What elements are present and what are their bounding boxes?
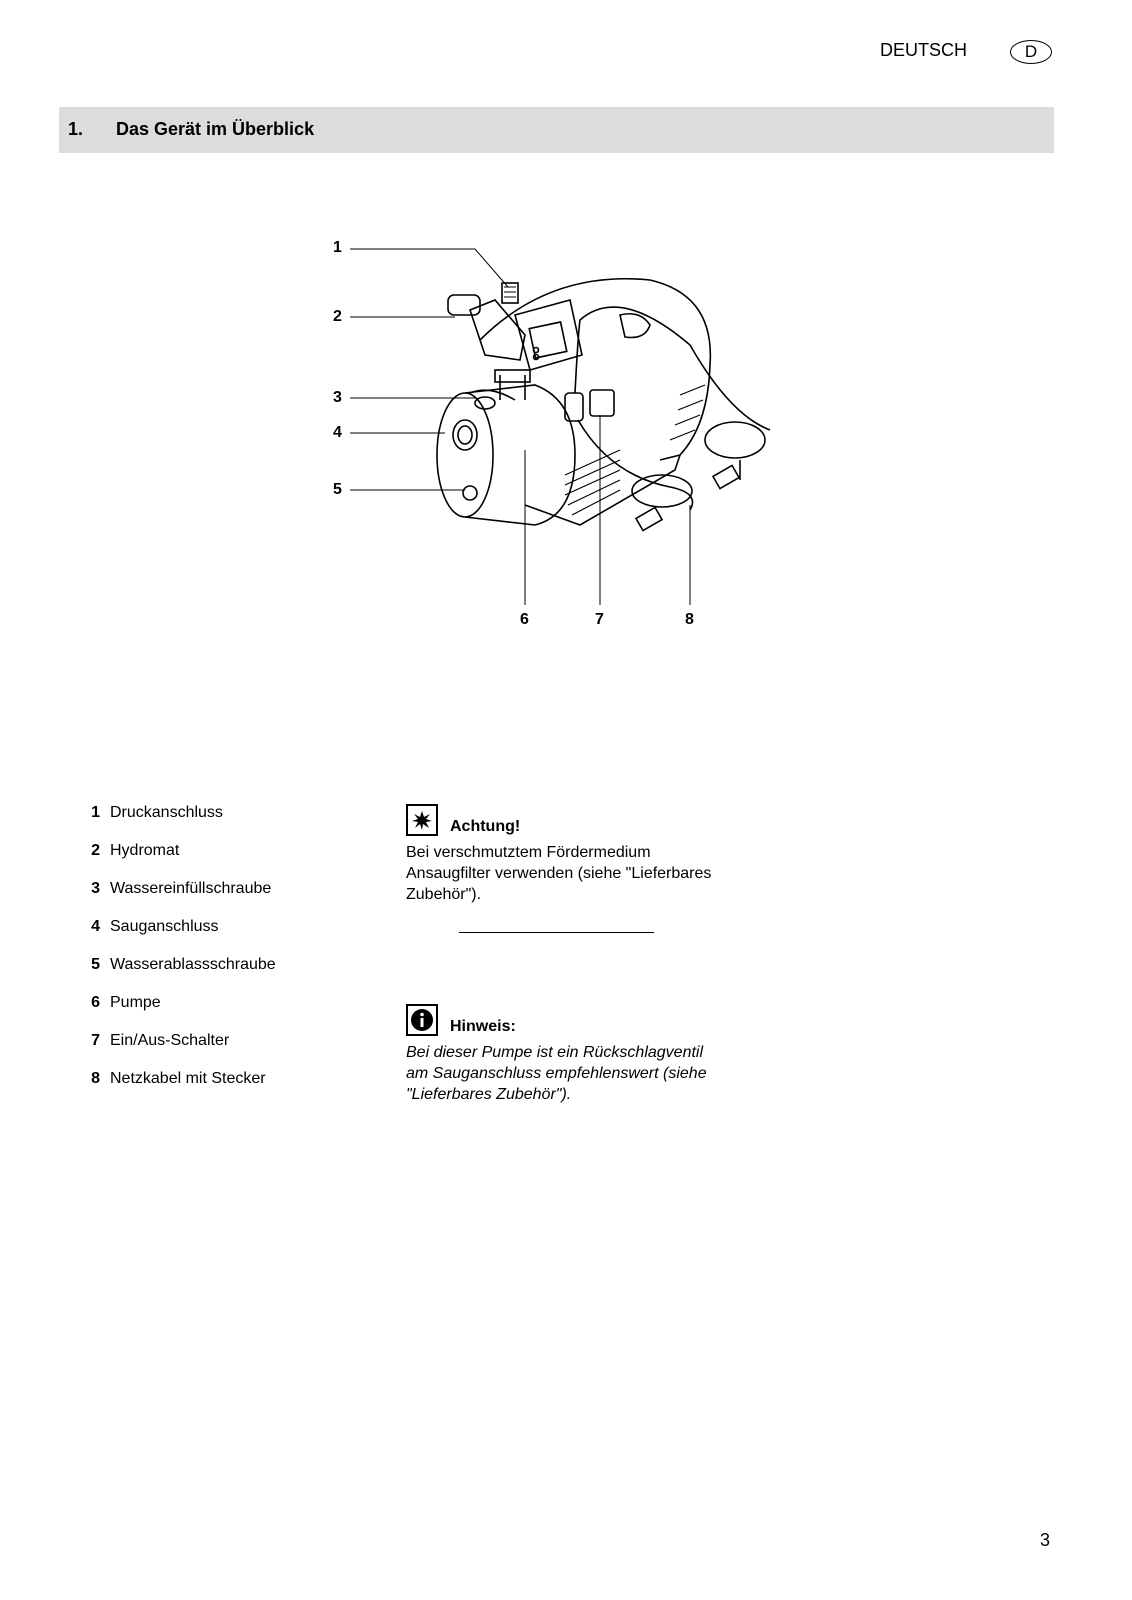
legend-number: 3	[91, 880, 100, 897]
warning-text: Bei verschmutztem Fördermedium Ansaugfilter verwenden (siehe "Lieferbares Zubehör").	[406, 844, 712, 903]
info-icon	[406, 1004, 438, 1036]
language-label: DEUTSCH	[880, 40, 968, 60]
parts-legend	[72, 804, 392, 1108]
pump-illustration	[320, 225, 820, 665]
legend-label: Ein/Aus-Schalter	[110, 1032, 230, 1049]
warning-title: Achtung!	[450, 818, 521, 835]
callout-6: 6	[520, 611, 529, 628]
info-note	[406, 1000, 716, 1105]
legend-item	[72, 918, 392, 956]
legend-number: 7	[91, 1032, 100, 1049]
legend-item	[72, 804, 392, 842]
warning-note	[406, 800, 716, 905]
legend-label: Wasserablassschraube	[110, 956, 276, 973]
callout-2: 2	[333, 308, 342, 325]
language-code-badge: D	[1010, 40, 1052, 64]
callout-5: 5	[333, 481, 342, 498]
pump-overview-figure	[320, 225, 820, 665]
legend-number: 6	[91, 994, 100, 1011]
legend-label: Netzkabel mit Stecker	[110, 1070, 266, 1087]
legend-number: 5	[91, 956, 100, 973]
warning-icon	[406, 804, 438, 836]
legend-item	[72, 956, 392, 994]
legend-number: 1	[91, 804, 100, 821]
legend-number: 4	[91, 918, 100, 935]
callout-3: 3	[333, 389, 342, 406]
callout-1: 1	[333, 239, 342, 256]
callout-7: 7	[595, 611, 604, 628]
legend-number: 8	[91, 1070, 100, 1087]
legend-label: Druckanschluss	[110, 804, 223, 821]
page-number: 3	[1040, 1530, 1051, 1550]
legend-item	[72, 1070, 392, 1108]
info-text: Bei dieser Pumpe ist ein Rückschlagventil am Sauganschluss empfehlenswert (siehe "Lieferbares Zubehör").	[406, 1044, 707, 1103]
info-title: Hinweis:	[450, 1018, 516, 1035]
divider	[459, 932, 654, 933]
section-number: 1.	[68, 119, 84, 139]
legend-item	[72, 994, 392, 1032]
info-header	[406, 1000, 716, 1036]
legend-item	[72, 842, 392, 880]
callout-8: 8	[685, 611, 694, 628]
section-header	[59, 107, 1054, 153]
legend-label: Pumpe	[110, 994, 161, 1011]
callout-4: 4	[333, 424, 342, 441]
section-title: Das Gerät im Überblick	[116, 119, 315, 139]
legend-item	[72, 880, 392, 918]
legend-item	[72, 1032, 392, 1070]
warning-header	[406, 800, 716, 836]
legend-number: 2	[91, 842, 100, 859]
legend-label: Wassereinfüllschraube	[110, 880, 272, 897]
legend-label: Sauganschluss	[110, 918, 219, 935]
legend-label: Hydromat	[110, 842, 180, 859]
